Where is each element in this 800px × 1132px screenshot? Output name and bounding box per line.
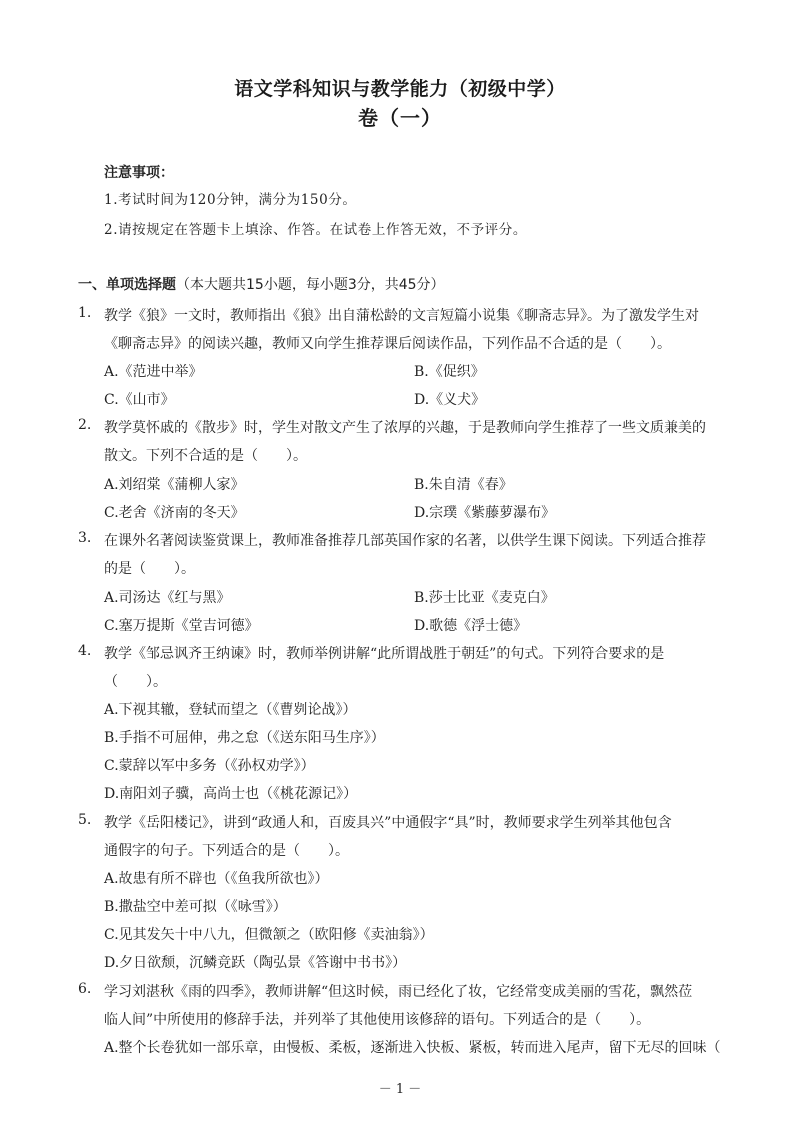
question-number: 2. xyxy=(78,417,92,433)
section-heading xyxy=(78,274,445,294)
option-a: A.司汤达《红与黑》 xyxy=(104,590,231,606)
option-a: A.下视其辙，登轼而望之（《曹刿论战》） xyxy=(104,702,357,718)
question-stem-line: 在课外名著阅读鉴赏课上，教师准备推荐几部英国作家的名著，以供学生课下阅读。下列适合推荐 xyxy=(104,533,706,549)
question-number: 6. xyxy=(78,981,92,997)
exam-subtitle: 卷（一） xyxy=(358,106,442,130)
section-label: 一、单项选择题 xyxy=(78,277,176,293)
option-d: D.歌德《浮士德》 xyxy=(414,618,528,634)
question-stem-line: （ ）。 xyxy=(104,674,167,690)
question-stem-line: 散文。下列不合适的是（ ）。 xyxy=(104,448,307,464)
question-stem-line: 教学《狼》一文时，教师指出《狼》出自蒲松龄的文言短篇小说集《聊斋志异》。为了激发学生对 xyxy=(104,308,699,324)
option-d: D.《义犬》 xyxy=(414,392,486,408)
option-a: A.刘绍棠《蒲柳人家》 xyxy=(104,477,245,493)
option-d: D.夕日欲颓，沉鳞竞跃（陶弘景《答谢中书书》） xyxy=(104,955,407,971)
option-a: A.整个长卷犹如一部乐章，由慢板、柔板，逐渐进入快板、紧板，转而进入尾声，留下无尽的回味（ xyxy=(104,1040,721,1056)
question-stem-line: 临人间”中所使用的修辞手法，并列举了其他使用该修辞的语句。下列适合的是（ ）。 xyxy=(104,1012,651,1028)
option-d: D.南阳刘子骥，高尚士也（《桃花源记》） xyxy=(104,786,358,802)
option-c: C.见其发矢十中八九，但微颔之（欧阳修《卖油翁》） xyxy=(104,927,434,943)
question-number: 1. xyxy=(78,305,92,321)
question-number: 4. xyxy=(78,643,92,659)
option-b: B.手指不可屈伸，弗之怠（《送东阳马生序》） xyxy=(104,730,385,746)
option-c: C.《山市》 xyxy=(104,392,175,408)
question-stem-line: 《聊斋志异》的阅读兴趣，教师又向学生推荐课后阅读作品，下列作品不合适的是（ ）。 xyxy=(104,336,671,352)
page-number: － 1 － xyxy=(378,1082,422,1097)
option-c: C.老舍《济南的冬天》 xyxy=(104,505,245,521)
section-detail: （本大题共15小题，每小题3分，共45分） xyxy=(176,277,445,293)
notice-heading: 注意事项： xyxy=(104,165,174,181)
question-stem-line: 学习刘湛秋《雨的四季》，教师讲解“但这时候，雨已经化了妆，它经常变成美丽的雪花，飘然莅 xyxy=(104,984,693,1000)
question-number: 3. xyxy=(78,530,92,546)
question-stem-line: 教学《邹忌讽齐王纳谏》时，教师举例讲解“此所谓战胜于朝廷”的句式。下列符合要求的是 xyxy=(104,646,665,662)
option-b: B.朱自清《春》 xyxy=(414,477,513,493)
notice-item: 1.考试时间为120分钟，满分为150分。 xyxy=(104,192,357,208)
option-b: B.莎士比亚《麦克白》 xyxy=(414,590,555,606)
question-number: 5. xyxy=(78,812,92,828)
question-stem-line: 教学莫怀戚的《散步》时，学生对散文产生了浓厚的兴趣，于是教师向学生推荐了一些文质兼美的 xyxy=(104,420,706,436)
question-stem-line: 通假字的句子。下列适合的是（ ）。 xyxy=(104,843,349,859)
exam-title: 语文学科知识与教学能力（初级中学） xyxy=(234,78,566,100)
option-c: C.蒙辞以军中多务（《孙权劝学》） xyxy=(104,758,315,774)
option-b: B.《促织》 xyxy=(414,364,485,380)
question-stem-line: 教学《岳阳楼记》，讲到“政通人和，百废具兴”中通假字“具”时，教师要求学生列举其他包含 xyxy=(104,815,672,831)
option-a: A.《范进中举》 xyxy=(104,364,203,380)
question-stem-line: 的是（ ）。 xyxy=(104,561,195,577)
option-c: C.塞万提斯《堂吉诃德》 xyxy=(104,618,259,634)
option-b: B.撒盐空中差可拟（《咏雪》） xyxy=(104,899,287,915)
notice-item: 2.请按规定在答题卡上填涂、作答。在试卷上作答无效，不予评分。 xyxy=(104,222,527,238)
option-d: D.宗璞《紫藤萝瀑布》 xyxy=(414,505,556,521)
option-a: A.故患有所不辟也（《鱼我所欲也》） xyxy=(104,871,329,887)
